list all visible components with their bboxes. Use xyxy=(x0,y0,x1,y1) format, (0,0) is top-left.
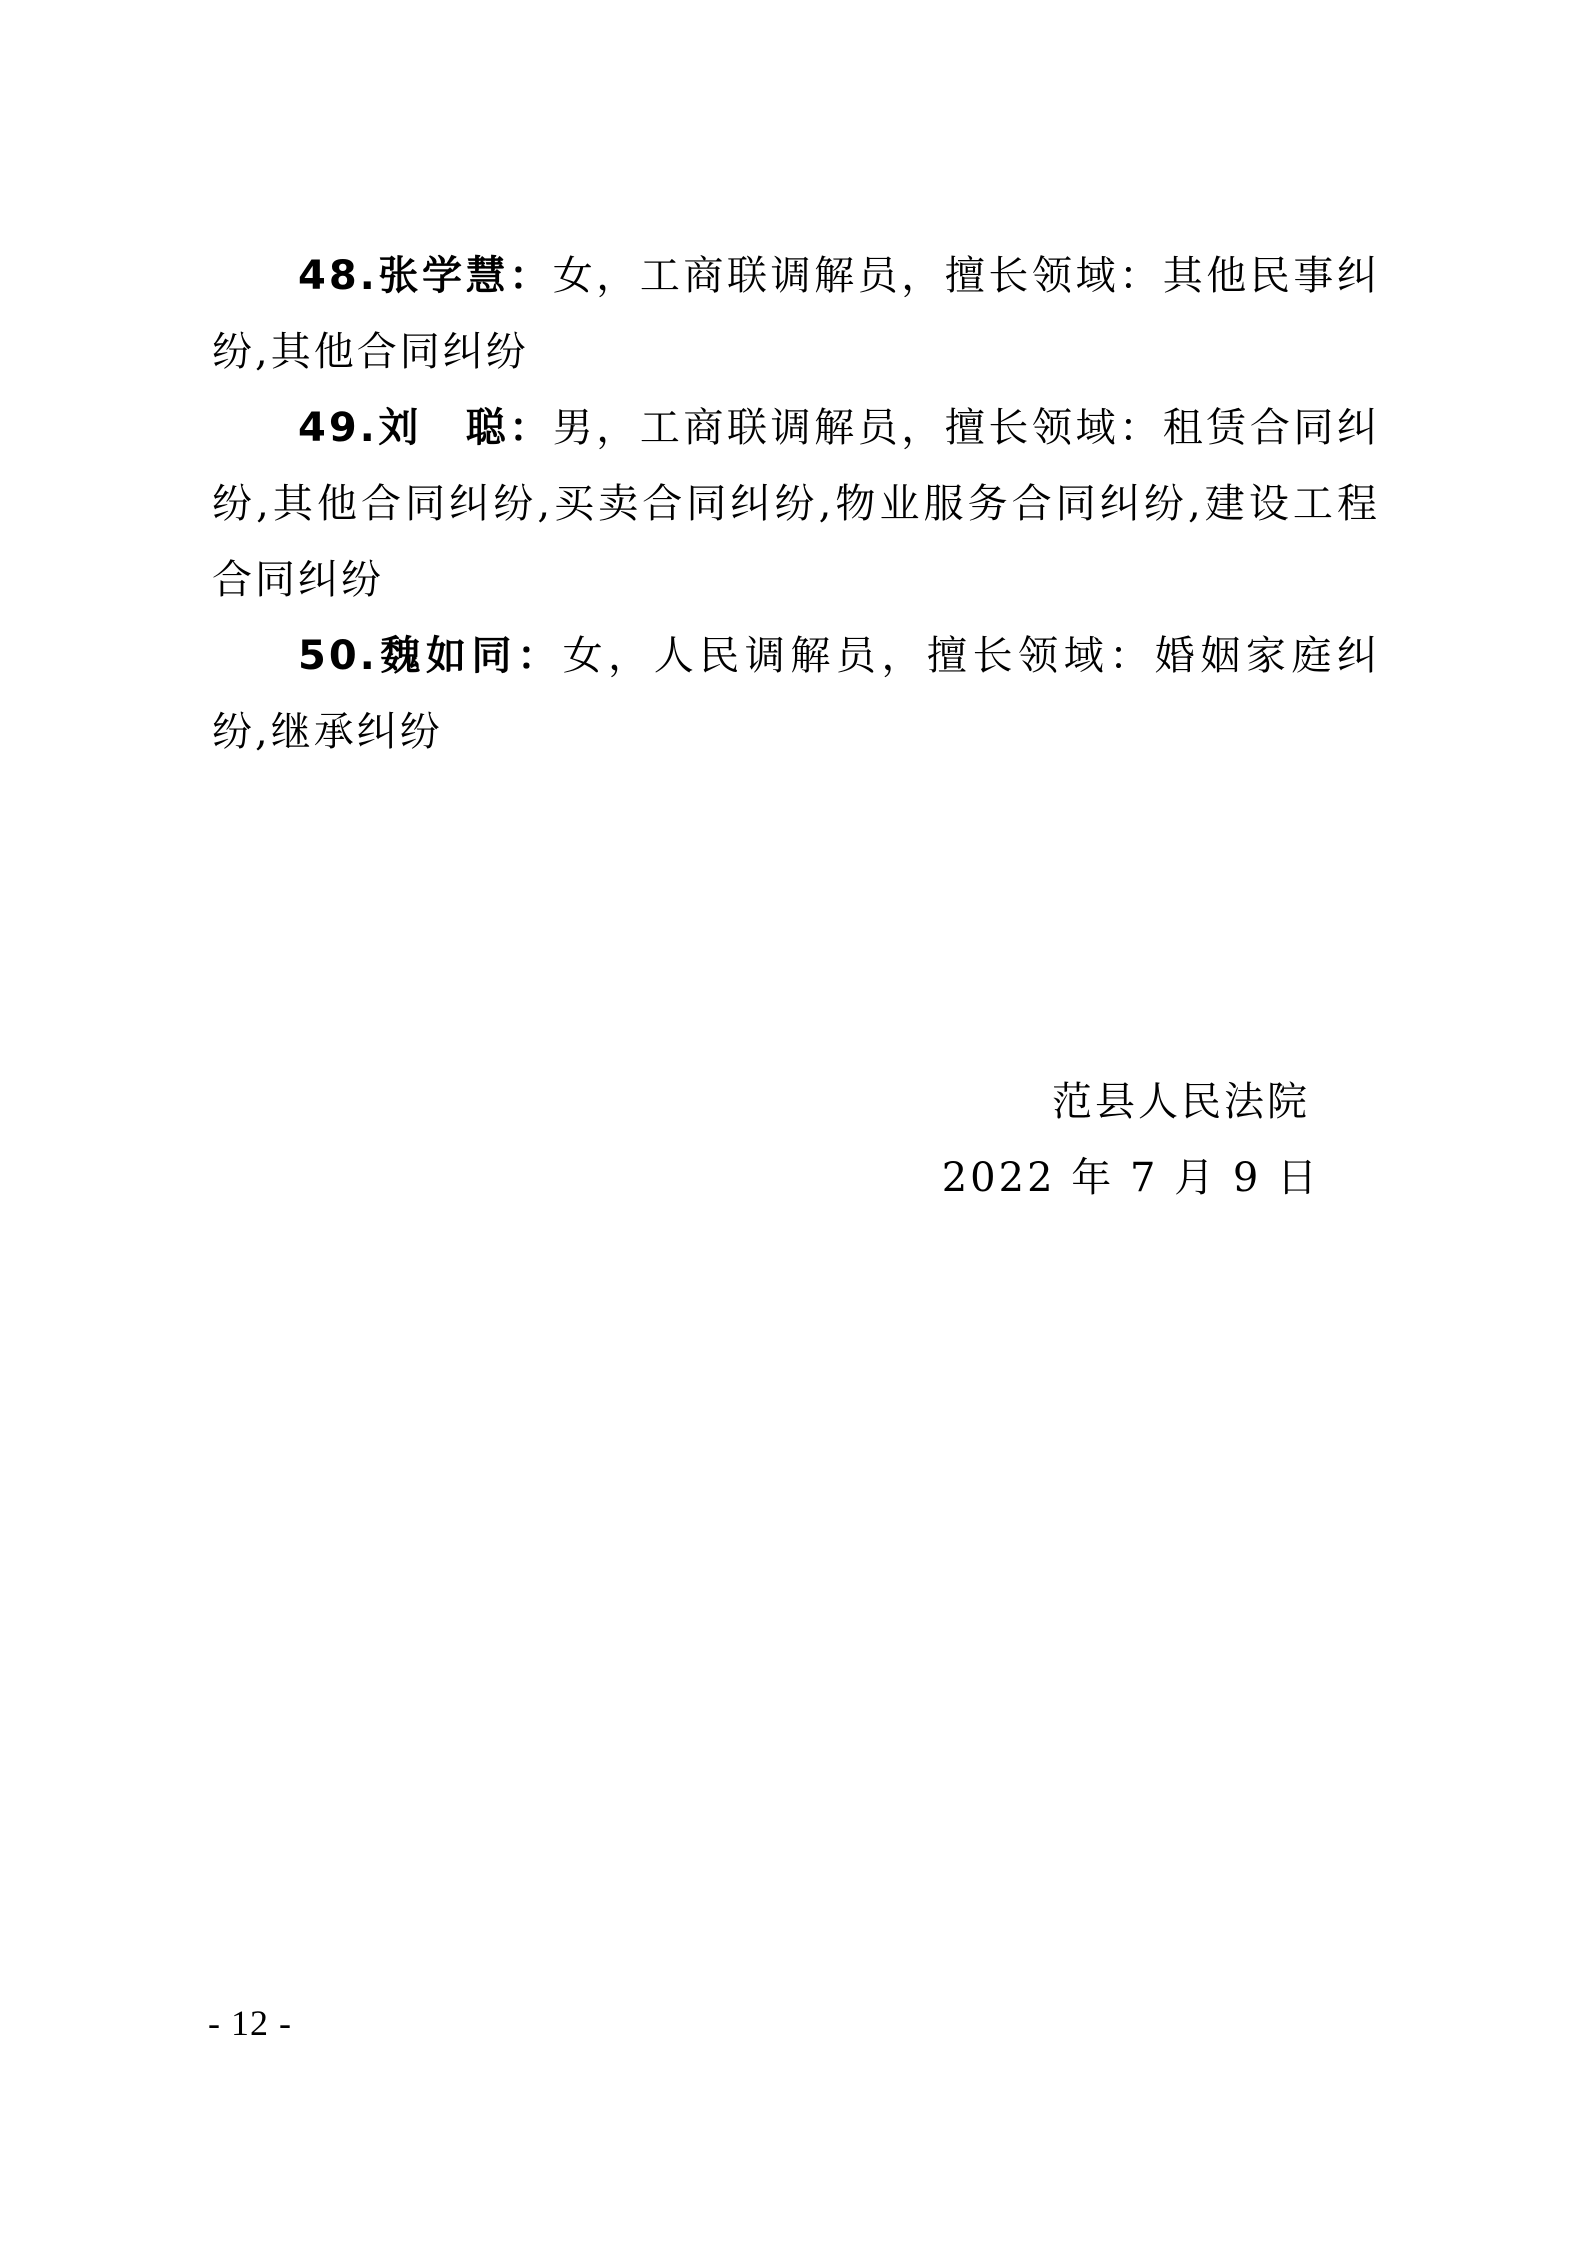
mediator-name: 50.魏如同： xyxy=(298,633,563,679)
mediator-description: 女，人民调解员，擅长领域：婚姻家庭纠纷,继承纠纷 xyxy=(212,633,1381,755)
mediator-description: 女，工商联调解员，擅长领域：其他民事纠纷,其他合同纠纷 xyxy=(212,253,1381,375)
mediator-entry-50 xyxy=(212,618,1380,770)
issuing-organization: 范县人民法院 xyxy=(1052,1079,1310,1125)
issue-date: 2022 年 7 月 9 日 xyxy=(941,1155,1320,1201)
mediator-list xyxy=(212,238,1380,770)
mediator-description: 男，工商联调解员，擅长领域：租赁合同纠纷,其他合同纠纷,买卖合同纠纷,物业服务合同纠纷,建设工程合同纠纷 xyxy=(212,405,1381,603)
mediator-name: 48.张学慧： xyxy=(298,253,553,299)
mediator-entry-49 xyxy=(212,390,1380,618)
mediator-entry-48 xyxy=(212,238,1380,390)
page-number: - 12 - xyxy=(208,2003,292,2043)
mediator-name: 49.刘 聪： xyxy=(298,405,553,451)
signature-block xyxy=(942,1064,1320,1216)
